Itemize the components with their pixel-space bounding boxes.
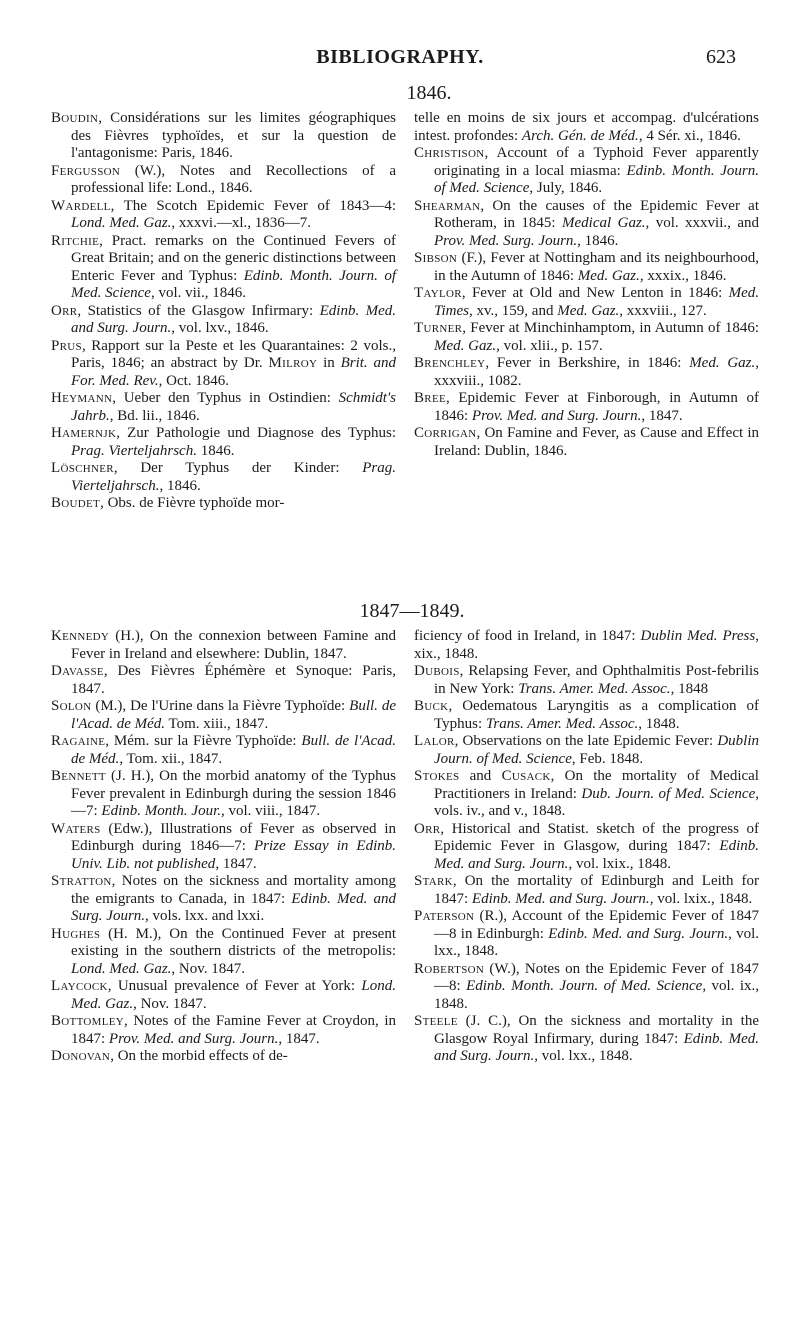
journal-title: Edinb. Med. and Surg. Journ. (434, 838, 759, 872)
bibliography-entry (51, 698, 396, 733)
author-name: Bottomley (51, 1013, 124, 1029)
entry-text: , 1846. (577, 232, 619, 249)
entry-text: , Der Typhus der Kinder: (113, 460, 363, 476)
bibliography-entry (414, 425, 759, 460)
page-number: 623 (706, 46, 736, 68)
bibliography-entry (51, 163, 396, 198)
bibliography-entry (414, 250, 759, 285)
entry-text: telle en moins de six jours et accompag. d'ulcérations intest. profondes: (414, 110, 759, 144)
entry-text: (M.), De l'Urine dans la Fièvre Typhoïde: (91, 698, 350, 714)
bibliography-entry (51, 390, 396, 425)
bibliography-entry (51, 978, 396, 1013)
bibliography-entry (414, 698, 759, 733)
entry-text: , Tom. xii., 1847. (119, 750, 223, 767)
author-name: Brenchley (414, 355, 486, 371)
bibliography-entry (414, 908, 759, 961)
entry-text: , vol. ix., 1848. (434, 978, 759, 1012)
entry-text: , Unusual prevalence of Fever at York: (107, 978, 362, 994)
author-name: Boudin (51, 110, 99, 126)
entry-text: (W.), Notes on the Epidemic Fever of 1847—8: (434, 960, 759, 994)
bibliography-entry (51, 110, 396, 163)
entry-text: , 1848. (638, 715, 680, 732)
bibliography-entry (414, 961, 759, 1014)
year-heading-1846: 1846. (406, 82, 452, 104)
entry-text: (Edw.), Illustrations of Fever as observed in Edinburgh during 1846—7: (71, 820, 396, 854)
entry-text: Tom. xiii., 1847. (165, 715, 269, 732)
entry-text: , On the mortality of Medical Practitioners in Ireland: (434, 768, 759, 802)
entry-text: , Des Fièvres Éphémère et Synoque: Paris, 1847. (71, 663, 396, 697)
author-name: Heymann (51, 390, 113, 406)
author-name: Dubois (414, 663, 460, 679)
author-name: Bennett (51, 768, 106, 784)
bibliography-entry (51, 460, 396, 495)
entry-text: , July, 1846. (529, 180, 603, 196)
entry-text: , 1847. (641, 407, 683, 424)
author-name: Christison (414, 145, 485, 161)
author-name: Turner (414, 320, 463, 336)
entry-text: , vols. lxx. and lxxi. (145, 908, 265, 924)
entry-text: , On the morbid effects of de- (110, 1048, 288, 1064)
entry-text: (W.), Notes and Recollections of a professional life: Lond., 1846. (71, 162, 396, 196)
bibliography-entry (51, 495, 396, 513)
author-name: Robertson (414, 960, 485, 977)
bibliography-entry (414, 390, 759, 425)
author-name: Kennedy (51, 628, 110, 644)
bibliography-entry (51, 768, 396, 821)
bibliography-entry (414, 768, 759, 821)
entry-text: , Fever at Old and New Lenton in 1846: (461, 285, 729, 301)
bibliography-entry (414, 285, 759, 320)
bibliography-entry (414, 145, 759, 198)
bibliography-entry (414, 198, 759, 251)
bibliography-entry (51, 628, 396, 663)
entry-text: , Rapport sur la Peste et les Quarantaines: 2 vols., Paris, 1846; an abstract by Dr. (71, 337, 396, 371)
bibliography-entry (414, 821, 759, 874)
author-name: Milroy (268, 355, 318, 371)
entry-text: (J. C.), On the sickness and mortality in the Glasgow Royal Infirmary, during 1847: (434, 1013, 759, 1047)
bibliography-entry (51, 926, 396, 979)
entry-text: , Epidemic Fever at Finborough, in Autumn of 1846: (434, 390, 759, 424)
entry-text: , Historical and Statist. sketch of the progress of Epidemic Fever in Glasgow, during 1847: (434, 820, 759, 854)
entry-text: , Ueber den Typhus in Ostindien: (112, 390, 339, 406)
entry-text: , xv., 159, and (469, 302, 558, 319)
entry-text: , 1846. (159, 477, 201, 494)
author-name: Stark (414, 873, 453, 889)
author-name: Laycock (51, 978, 108, 994)
author-name: Fergusson (51, 162, 121, 179)
journal-title: Prov. Med. Surg. Journ. (434, 232, 578, 249)
entry-text: , The Scotch Epidemic Fever of 1843—4: (110, 197, 396, 214)
entry-text: , vol. xlii., p. 157. (496, 337, 603, 354)
journal-title: Bull. de l'Acad. de Méd. (71, 733, 396, 767)
journal-title: Edinb. Med. and Surg. Journ. (471, 890, 650, 907)
journal-title: Med. Gaz. (577, 267, 640, 284)
entry-text: (H. M.), On the Continued Fever at present existing in the southern districts of the metropolis: (71, 925, 396, 959)
journal-title: Med. Gaz. (689, 355, 756, 371)
bibliography-entry (414, 355, 759, 390)
running-head-title: BIBLIOGRAPHY. (316, 46, 484, 68)
journal-title: Arch. Gén. de Méd. (521, 127, 639, 144)
bibliography-entry (51, 425, 396, 460)
entry-text: 1846. (196, 442, 235, 459)
entry-text: , Considérations sur les limites géographiques des Fièvres typhoïdes, et sur la question de l'antagonisme: Paris, 1846. (71, 110, 396, 161)
author-name: Prus (51, 337, 82, 354)
journal-title: Prize Essay in Edinb. Univ. Lib. not published (71, 838, 397, 872)
entry-text: , Feb. 1848. (571, 750, 644, 767)
journal-title: Prov. Med. and Surg. Journ. (108, 1030, 279, 1047)
entry-text: , xix., 1848. (414, 628, 759, 662)
author-name: Paterson (414, 908, 475, 924)
author-name: Stokes (414, 768, 460, 784)
entry-text: in (317, 355, 341, 371)
entry-text: , Bd. lii., 1846. (109, 407, 200, 424)
entry-text: , On Famine and Fever, as Cause and Effect in Ireland: Dublin, 1846. (434, 425, 759, 459)
author-name: Sibson (414, 250, 458, 266)
entry-text: , Fever at Minchinhamptom, in Autumn of 1846: (462, 320, 759, 336)
journal-title: Dub. Journ. of Med. Science (581, 785, 756, 802)
right-column-1846 (414, 110, 759, 460)
left-column-1847 (51, 628, 396, 1066)
author-name: Ragaine (51, 733, 106, 749)
bibliography-entry-continued (414, 628, 759, 663)
entry-text: , vol. lxv., 1846. (171, 320, 269, 336)
author-name: Waters (51, 820, 101, 837)
bibliography-entry (414, 320, 759, 355)
bibliography-entry (51, 233, 396, 303)
entry-text: , Account of a Typhoid Fever apparently originating in a local miasma: (434, 145, 759, 179)
author-name: Ritchie (51, 232, 100, 249)
author-name: Lalor (414, 733, 455, 749)
bibliography-entry (51, 338, 396, 391)
journal-title: Prag. Vierteljahrsch. (71, 442, 197, 459)
bibliography-entry (414, 733, 759, 768)
journal-title: Schmidt's Jahrb. (71, 390, 396, 424)
entry-text: , Nov. 1847. (171, 960, 246, 977)
entry-text: , Notes on the sickness and mortality among the emigrants to Canada, in 1847: (71, 873, 396, 907)
journal-title: Edinb. Month. Journ. of Med. Science (434, 162, 759, 196)
entry-text: , xxxvi.—xl., 1836—7. (171, 215, 312, 231)
author-name: Orr (51, 302, 78, 319)
journal-title: Edinb. Med. and Surg. Journ. (71, 890, 396, 924)
entry-text: , Obs. de Fièvre typhoïde mor- (100, 495, 285, 511)
entry-text: , On the causes of the Epidemic Fever at Rotheram, in 1845: (434, 197, 759, 231)
journal-title: Edinb. Med. and Surg. Journ. (71, 302, 397, 336)
bibliography-entry (51, 303, 396, 338)
entry-text: (J. H.), On the morbid anatomy of the Typhus Fever prevalent in Edinburgh during the session 1846—7: (71, 768, 396, 819)
entry-text: ficiency of food in Ireland, in 1847: (414, 628, 641, 644)
entry-text: (R.), Account of the Epidemic Fever of 1847—8 in Edinburgh: (434, 908, 759, 942)
journal-title: Trans. Amer. Med. Assoc. (518, 680, 671, 697)
entry-text: , vol. viii., 1847. (221, 803, 321, 819)
journal-title: Lond. Med. Gaz. (71, 978, 396, 1012)
entry-text: , vol. lxix., 1848. (568, 855, 671, 872)
author-name: Taylor (414, 285, 462, 301)
entry-text: , On the mortality of Edinburgh and Leith for 1847: (434, 873, 759, 907)
journal-title: Med. Gaz. (434, 337, 497, 354)
journal-title: Edinb. Med. and Surg. Journ. (434, 1030, 759, 1064)
bibliography-entry (414, 873, 759, 908)
author-name: Stratton (51, 873, 112, 889)
entry-text: , vol. lxx., 1848. (434, 925, 760, 959)
journal-title: Med. Times (434, 285, 759, 319)
entry-text: , Pract. remarks on the Continued Fevers of Great Britain; and on the generic distinctions between Enteric Fever and Typhus: (71, 232, 396, 284)
entry-text: , vol. lxx., 1848. (534, 1048, 633, 1064)
bibliography-entry (414, 1013, 759, 1066)
entry-text: , vol. vii., 1846. (150, 285, 246, 301)
bibliography-entry (51, 663, 396, 698)
bibliography-entry (51, 733, 396, 768)
author-name: Hughes (51, 925, 101, 942)
journal-title: Dublin Med. Press (640, 628, 756, 644)
entry-text: , vol. xxxvii., and (645, 215, 759, 231)
journal-title: Trans. Amer. Med. Assoc. (485, 715, 639, 732)
journal-title: Edinb. Month. Jour. (101, 803, 221, 819)
author-name: Orr (414, 820, 441, 837)
entry-text: , xxxviii., 127. (619, 302, 707, 319)
entry-text: , Observations on the late Epidemic Fever: (454, 733, 718, 749)
author-name: Donovan (51, 1048, 111, 1064)
bibliography-entry-continued (414, 110, 759, 145)
author-name: Bree (414, 390, 446, 406)
entry-text: , 4 Sér. xi., 1846. (638, 127, 741, 144)
entry-text: , vols. iv., and v., 1848. (434, 785, 759, 819)
journal-title: Edinb. Month. Journ. of Med. Science (71, 267, 397, 301)
entry-text: , vol. lxix., 1848. (649, 890, 753, 907)
left-column-1846 (51, 110, 396, 513)
journal-title: Brit. and For. Med. Rev. (71, 355, 396, 389)
bibliography-entry (51, 198, 396, 233)
author-name: Corrigan (414, 425, 477, 441)
journal-title: Prag. Vierteljahrsch. (71, 460, 396, 494)
author-name: Löschner (51, 460, 114, 476)
entry-text: , 1847. (215, 855, 257, 872)
journal-title: Lond. Med. Gaz. (71, 215, 172, 231)
entry-text: , Statistics of the Glasgow Infirmary: (77, 302, 320, 319)
entry-text: , Relapsing Fever, and Ophthalmitis Post-febrilis in New York: (434, 663, 759, 697)
journal-title: Edinb. Month. Journ. of Med. Science (466, 978, 703, 994)
bibliography-entry (51, 821, 396, 874)
entry-text: , Mém. sur la Fièvre Typhoïde: (105, 733, 302, 749)
entry-text: , Oct. 1846. (158, 372, 230, 389)
journal-title: Prov. Med. and Surg. Journ. (471, 407, 642, 424)
author-name: Davasse (51, 663, 104, 679)
entry-text: , 1847. (278, 1030, 320, 1047)
journal-title: Bull. de l'Acad. de Méd. (71, 698, 396, 732)
entry-text: (F.), Fever at Nottingham and its neighbourhood, in the Autumn of 1846: (434, 250, 759, 284)
author-name: Solon (51, 698, 92, 714)
journal-title: Med. Gaz. (557, 302, 620, 319)
entry-text: , xxxviii., 1082. (434, 355, 759, 389)
bibliography-entry (51, 1013, 396, 1048)
journal-title: Dublin Journ. of Med. Science (434, 733, 759, 767)
year-heading-1847-1849: 1847—1849. (359, 600, 465, 622)
author-name: Buck (414, 698, 449, 714)
author-name: Wardell (51, 197, 111, 214)
entry-text: , 1848 (670, 680, 709, 697)
bibliography-entry (414, 663, 759, 698)
entry-text: , Zur Pathologie und Diagnose des Typhus: (116, 425, 396, 441)
entry-text: , xxxix., 1846. (639, 267, 727, 284)
journal-title: Lond. Med. Gaz. (71, 960, 172, 977)
author-name: Hamernjk (51, 425, 117, 441)
entry-text: and (459, 768, 502, 784)
entry-text: , Fever in Berkshire, in 1846: (485, 355, 690, 371)
bibliography-entry (51, 873, 396, 926)
entry-text: , Notes of the Famine Fever at Croydon, in 1847: (71, 1013, 396, 1047)
author-name: Steele (414, 1013, 458, 1029)
entry-text: , Nov. 1847. (133, 995, 207, 1012)
author-name: Cusack (501, 768, 551, 784)
entry-text: (H.), On the connexion between Famine and Fever in Ireland and elsewhere: Dublin, 1847. (71, 628, 396, 662)
author-name: Shearman (414, 197, 481, 214)
bibliography-entry (51, 1048, 396, 1066)
journal-title: Medical Gaz. (562, 215, 646, 231)
journal-title: Edinb. Med. and Surg. Journ. (548, 925, 729, 942)
author-name: Boudet (51, 495, 101, 511)
right-column-1849 (414, 628, 759, 1066)
entry-text: , Oedematous Laryngitis as a complication of Typhus: (434, 698, 759, 732)
